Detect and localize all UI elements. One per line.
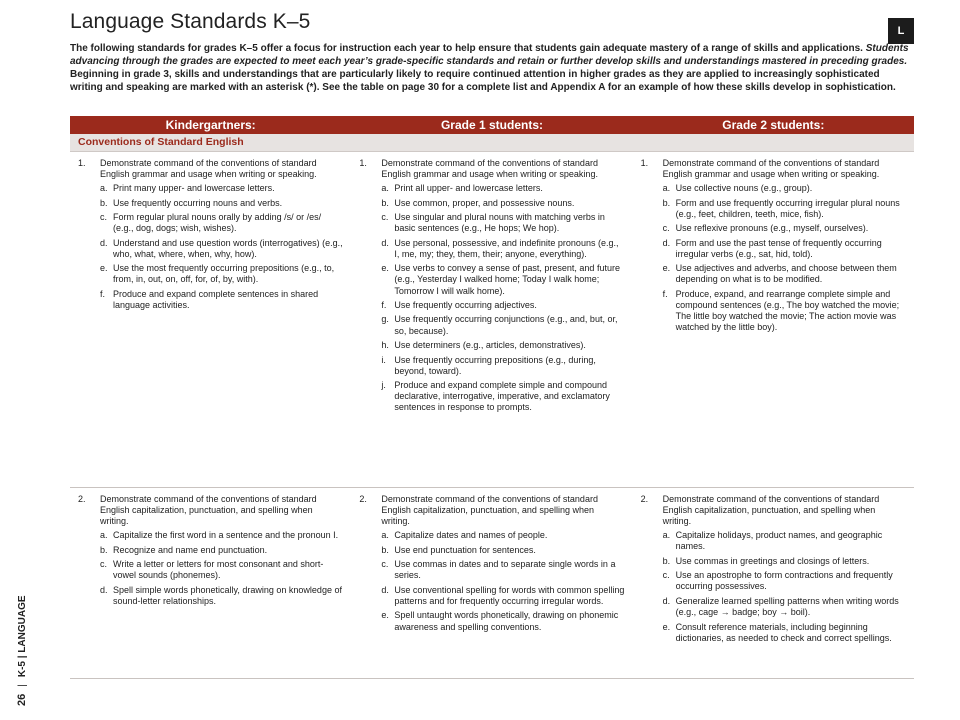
item-text: Use conventional spelling for words with common spelling patterns and for frequently occurring irregular words. bbox=[394, 584, 625, 606]
item-text: Use frequently occurring adjectives. bbox=[394, 299, 537, 310]
item-text: Spell untaught words phonetically, drawing on phonemic awareness and spelling conventions. bbox=[394, 610, 619, 632]
substandard-list bbox=[641, 530, 906, 643]
item-letter: c. bbox=[100, 212, 108, 223]
item-letter: f. bbox=[662, 288, 668, 299]
item-text: Use commas in dates and to separate single words in a series. bbox=[394, 559, 616, 581]
table-cell bbox=[351, 152, 632, 487]
substandard-list bbox=[359, 530, 624, 632]
page-title: Language Standards K–5 bbox=[70, 10, 311, 33]
item-letter: c. bbox=[381, 212, 389, 223]
item-text: Write a letter or letters for most consonant and short-vowel sounds (phonemes). bbox=[113, 559, 324, 581]
list-item bbox=[663, 556, 906, 567]
list-item bbox=[100, 183, 343, 194]
item-letter: d. bbox=[381, 237, 389, 248]
header-grade-2: Grade 2 students: bbox=[722, 118, 825, 132]
substandard-list bbox=[78, 183, 343, 311]
standard-number: 2. bbox=[640, 494, 649, 504]
standard-text: Demonstrate command of the conventions of standard English capitalization, punctuation, and spelling when writing. bbox=[100, 494, 317, 527]
item-text: Use end punctuation for sentences. bbox=[394, 544, 536, 555]
list-item bbox=[381, 340, 624, 351]
item-letter: c. bbox=[662, 223, 670, 234]
section-heading: Conventions of Standard English bbox=[70, 134, 914, 152]
list-item bbox=[663, 289, 906, 333]
standard-text: Demonstrate command of the conventions of standard English capitalization, punctuation, and spelling when writing. bbox=[381, 494, 598, 527]
table-cell bbox=[633, 152, 914, 487]
item-text: Use adjectives and adverbs, and choose between them depending on what is to be modified. bbox=[675, 263, 897, 285]
item-text: Use collective nouns (e.g., group). bbox=[675, 183, 813, 194]
list-item bbox=[381, 238, 624, 260]
standard-number: 1. bbox=[359, 158, 367, 168]
item-letter: i. bbox=[381, 354, 386, 365]
list-item bbox=[381, 212, 624, 234]
item-text: Produce and expand complete simple and compound declarative, interrogative, imperative, and exclamatory sentences in response to prompts. bbox=[394, 380, 610, 413]
substandard-list bbox=[641, 183, 906, 333]
standard-text: Demonstrate command of the conventions of standard English grammar and usage when writing or speaking. bbox=[100, 158, 317, 180]
item-letter: e. bbox=[662, 621, 671, 632]
item-letter: b. bbox=[100, 197, 108, 208]
list-item bbox=[381, 198, 624, 209]
item-letter: a. bbox=[662, 183, 671, 194]
item-letter: b. bbox=[662, 197, 671, 208]
item-text: Capitalize the first word in a sentence and the pronoun I. bbox=[113, 530, 339, 541]
list-item bbox=[100, 545, 343, 556]
standard-number: 2. bbox=[359, 494, 367, 504]
item-text: Use common, proper, and possessive nouns. bbox=[394, 197, 575, 208]
item-letter: a. bbox=[381, 530, 389, 541]
item-text: Consult reference materials, including beginning dictionaries, as needed to check and correct spellings. bbox=[675, 621, 892, 643]
item-letter: e. bbox=[100, 263, 108, 274]
item-letter: j. bbox=[381, 380, 386, 391]
item-letter: a. bbox=[662, 530, 671, 541]
item-letter: b. bbox=[381, 544, 389, 555]
list-item bbox=[381, 263, 624, 296]
header-grade-1: Grade 1 students: bbox=[440, 118, 543, 132]
item-text: Spell simple words phonetically, drawing on knowledge of sound-letter relationships. bbox=[113, 584, 342, 606]
item-text: Use frequently occurring conjunctions (e.g., and, but, or, so, because). bbox=[394, 314, 618, 336]
standard-text: Demonstrate command of the conventions of standard English grammar and usage when writing or speaking. bbox=[662, 158, 880, 180]
list-item bbox=[381, 380, 624, 413]
standard bbox=[78, 158, 343, 180]
item-letter: d. bbox=[100, 237, 108, 248]
standards-table bbox=[70, 116, 914, 679]
table-header bbox=[70, 116, 914, 134]
item-letter: e. bbox=[381, 263, 389, 274]
list-item bbox=[663, 223, 906, 234]
list-item bbox=[663, 530, 906, 552]
list-item bbox=[663, 183, 906, 194]
item-letter: c. bbox=[100, 559, 108, 570]
list-item bbox=[381, 610, 624, 632]
list-item bbox=[663, 198, 906, 220]
item-text: Use an apostrophe to form contractions and frequently occurring possessives. bbox=[675, 570, 893, 592]
item-text: Understand and use question words (interrogatives) (e.g., who, what, where, when, why, how). bbox=[113, 237, 343, 259]
item-letter: c. bbox=[381, 559, 389, 570]
list-item bbox=[381, 355, 624, 377]
sidebar-separator: | bbox=[17, 684, 28, 687]
list-item bbox=[100, 559, 343, 581]
list-item bbox=[381, 545, 624, 556]
item-letter: e. bbox=[662, 263, 671, 274]
item-text: Capitalize dates and names of people. bbox=[394, 530, 548, 541]
table-row bbox=[70, 488, 914, 679]
item-letter: h. bbox=[381, 340, 389, 351]
item-letter: d. bbox=[381, 584, 389, 595]
item-text: Use reflexive pronouns (e.g., myself, ourselves). bbox=[675, 223, 869, 234]
list-item bbox=[663, 238, 906, 260]
table-cell bbox=[70, 152, 351, 487]
item-text: Use the most frequently occurring prepositions (e.g., to, from, in, out, on, off, for, of, by, with). bbox=[113, 263, 335, 285]
item-letter: b. bbox=[100, 544, 108, 555]
page-sidebar bbox=[16, 566, 36, 706]
list-item bbox=[663, 622, 906, 644]
item-letter: f. bbox=[100, 288, 106, 299]
item-text: Produce and expand complete sentences in shared language activities. bbox=[113, 288, 319, 310]
intro-paragraph bbox=[70, 42, 915, 94]
item-letter: d. bbox=[662, 595, 671, 606]
list-item bbox=[100, 198, 343, 209]
intro-text: The following standards for grades K–5 offer a focus for instruction each year to help ensure that students gain adequate mastery of a range of skills and applications. bbox=[70, 43, 866, 54]
item-text: Recognize and name end punctuation. bbox=[113, 544, 268, 555]
item-letter: e. bbox=[381, 610, 389, 621]
item-text: Use singular and plural nouns with matching verbs in basic sentences (e.g., He hops; We hop). bbox=[394, 212, 605, 234]
item-letter: b. bbox=[381, 197, 389, 208]
item-text: Generalize learned spelling patterns when writing words (e.g., cage → badge; boy → boil). bbox=[675, 595, 899, 618]
list-item bbox=[100, 238, 343, 260]
item-text: Use personal, possessive, and indefinite pronouns (e.g., I, me, my; they, them, their; anyone, everything). bbox=[394, 237, 619, 259]
standard bbox=[359, 158, 624, 180]
table-cell bbox=[351, 488, 632, 678]
item-text: Use verbs to convey a sense of past, present, and future (e.g., Yesterday I walked home; Today I walk home; Tomorrow I will walk home). bbox=[394, 263, 620, 296]
item-letter: a. bbox=[100, 530, 108, 541]
sidebar-label: K-5 | LANGUAGE bbox=[17, 595, 28, 678]
item-text: Form regular plural nouns orally by adding /s/ or /es/ (e.g., dog, dogs; wish, wishes). bbox=[113, 212, 322, 234]
list-item bbox=[381, 559, 624, 581]
list-item bbox=[100, 289, 343, 311]
page-number: 26 bbox=[16, 693, 28, 706]
list-item bbox=[381, 314, 624, 336]
list-item bbox=[381, 530, 624, 541]
item-text: Print many upper- and lowercase letters. bbox=[113, 183, 275, 194]
standard-text: Demonstrate command of the conventions of standard English capitalization, punctuation, and spelling when writing. bbox=[662, 494, 880, 527]
intro-text-continued: Beginning in grade 3, skills and understandings that are particularly likely to require continued attention in higher grades as they are applied to increasingly sophisticated writing and speaking are marked with an asterisk (*). See the table on page 30 for a complete list and Appendix A for an example of how these skills develop in sophistication. bbox=[70, 69, 896, 94]
standard-number: 1. bbox=[78, 158, 86, 168]
list-item bbox=[381, 585, 624, 607]
table-row bbox=[70, 152, 914, 488]
list-item bbox=[663, 570, 906, 592]
list-item bbox=[381, 300, 624, 311]
list-item bbox=[100, 585, 343, 607]
standard bbox=[641, 494, 906, 527]
item-letter: g. bbox=[381, 314, 389, 325]
item-text: Use frequently occurring nouns and verbs. bbox=[113, 197, 283, 208]
table-cell bbox=[633, 488, 914, 678]
item-letter: c. bbox=[662, 570, 670, 581]
item-letter: b. bbox=[662, 555, 671, 566]
item-letter: f. bbox=[381, 299, 387, 310]
item-letter: a. bbox=[381, 183, 389, 194]
item-letter: d. bbox=[100, 584, 108, 595]
standard-text: Demonstrate command of the conventions of standard English grammar and usage when writing or speaking. bbox=[381, 158, 598, 180]
standard bbox=[641, 158, 906, 180]
item-text: Form and use frequently occurring irregular plural nouns (e.g., feet, children, teeth, mice, fish). bbox=[675, 197, 900, 219]
standard-number: 2. bbox=[78, 494, 86, 504]
item-text: Produce, expand, and rearrange complete simple and compound sentences (e.g., The boy watched the movie; The little boy watched the movie; The action movie was watched by the little boy). bbox=[675, 288, 900, 333]
item-letter: d. bbox=[662, 237, 671, 248]
standard-number: 1. bbox=[640, 158, 649, 168]
table-cell bbox=[70, 488, 351, 678]
item-text: Use frequently occurring prepositions (e.g., during, beyond, toward). bbox=[394, 354, 596, 376]
list-item bbox=[100, 212, 343, 234]
intro-italic-text: Students advancing through the grades are expected to meet each year’s grade-specific standards and retain or further develop skills and understandings mastered in preceding grades. bbox=[70, 43, 909, 68]
item-text: Use commas in greetings and closings of letters. bbox=[675, 555, 870, 566]
list-item bbox=[663, 263, 906, 285]
standard bbox=[359, 494, 624, 527]
section-badge: L bbox=[888, 18, 914, 44]
list-item bbox=[381, 183, 624, 194]
header-kindergarten: Kindergartners: bbox=[165, 118, 256, 132]
list-item bbox=[663, 596, 906, 618]
item-text: Use determiners (e.g., articles, demonstratives). bbox=[394, 340, 586, 351]
item-text: Capitalize holidays, product names, and geographic names. bbox=[675, 530, 883, 552]
list-item bbox=[100, 263, 343, 285]
substandard-list bbox=[78, 530, 343, 607]
item-text: Form and use the past tense of frequently occurring irregular verbs (e.g., sat, hid, told). bbox=[675, 237, 882, 259]
substandard-list bbox=[359, 183, 624, 413]
standard bbox=[78, 494, 343, 527]
item-letter: a. bbox=[100, 183, 108, 194]
list-item bbox=[100, 530, 343, 541]
item-text: Print all upper- and lowercase letters. bbox=[394, 183, 543, 194]
